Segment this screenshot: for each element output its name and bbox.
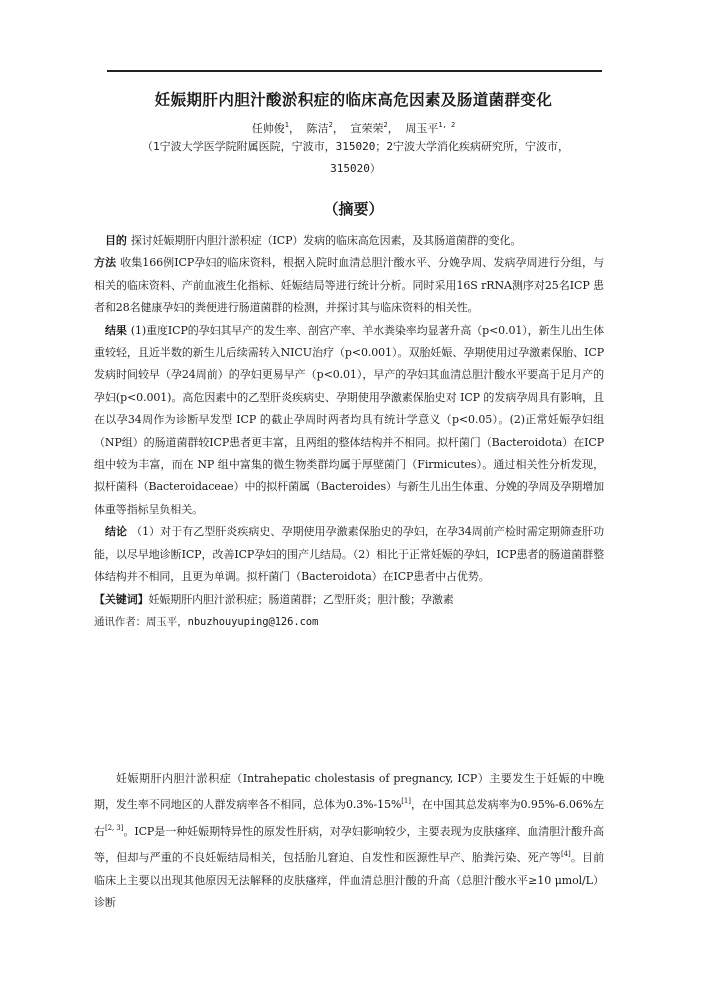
methods-label: 方法 [94,256,117,270]
citation-ref: [1] [401,797,411,806]
abstract-results [94,320,604,522]
affiliations [108,136,603,180]
body-paragraph [94,768,604,914]
citation-ref: [2, 3] [104,823,124,832]
affiliation-line: （1宁波大学医学院附属医院，宁波市，315020；2宁波大学消化疾病研究所，宁波市， [142,140,569,153]
citation-ref: [4] [561,850,571,859]
abstract [94,230,604,633]
author-affil-sup: 1 [284,121,290,129]
author-list: 任帅俊$^1$， 陈洁$^2$， 宣荣荣$^2$， 周玉平$^{1, 2}$ [251,121,456,135]
author-affil-sup: 1, 2 [438,121,456,129]
abstract-objective [94,230,604,252]
conclusion-text: （1）对于有乙型肝炎疾病史、孕期使用孕激素保胎史的孕妇，在孕34周前产检时需定期筛查肝功能，以尽早地诊断ICP，改善ICP孕妇的围产儿结局。（2）相比于正常妊娠的孕妇，ICP患者的肠道菌群整体结构并不相同，且更为单调。拟杆菌门（Bacteroidota）在ICP患者中占优势。 [94,525,604,584]
author-affil-sup: 2 [383,121,388,129]
keywords-text: 妊娠期肝内胆汁淤积症；肠道菌群；乙型肝炎；胆汁酸；孕激素 [148,592,454,606]
author-name: 周玉平 [405,122,439,135]
objective-text: 探讨妊娠期肝内胆汁淤积症（ICP）发病的临床高危因素，及其肠道菌群的变化。 [130,234,522,247]
conclusion-label: 结论 [105,525,128,539]
body-text-segment: ，在中国其总发病率为0.95%-6.06%左右 [94,798,604,838]
results-text: (1)重度ICP的孕妇其早产的发生率、剖宫产率、羊水粪染率均显著升高（p<0.01），新生儿出生体重较轻，且近半数的新生儿后续需转入NICU治疗（p<0.001）。双胎妊娠、孕期使用过孕激素保胎、ICP发病时间较早（孕24周前）的孕妇更易早产（p<0.01），早产的孕妇其血清总胆汁酸水平要高于足月产的孕妇(p<0.001)。高危因素中的乙型肝炎疾病史、孕期使用孕激素保胎史对 ICP 的发病孕周具有影响，且在以孕34周作为诊断早发型 ICP 的截止孕周时两者均具有统计学意义（p<0.05）。(2)正常妊娠孕妇组（NP组）的肠道菌群较ICP患者更丰富，且两组的整体结构并不相同。拟杆菌门（Bacteroidota）在ICP组中较为丰富，而在 NP 组中富集的微生物类群均属于厚壁菌门（Firmicutes）。通过相关性分析发现，拟杆菌科（Bacteroidaceae）中的拟杆菌属（Bacteroides）与新生儿出生体重、分娩的孕周及孕期增加体重等指标呈负相关。 [94,323,604,516]
author-affil-sup: 2 [328,121,333,129]
body-text-segment: 。目前临床上主要以出现其他原因无法解释的皮肤瘙痒，伴血清总胆汁酸的升高（总胆汁酸水平≥10 μmol/L）诊断 [94,851,604,910]
author-name: 宣荣荣 [350,122,384,135]
author-name: 陈洁 [306,122,329,135]
affiliation-line: 315020） [330,162,381,175]
paper-title: 妊娠期肝内胆汁酸淤积症的临床高危因素及肠道菌群变化 [154,91,553,109]
abstract-heading: （摘要） [323,200,384,218]
body-text-segment: 。ICP是一种妊娠期特异性的原发性肝病，对孕妇影响较少，主要表现为皮肤瘙痒、血清胆汁酸升高等，但却与严重的不良妊娠结局相关，包括胎儿窘迫、自发性和医源性早产、胎粪污染、死产等 [94,824,604,865]
results-label: 结果 [105,323,127,337]
objective-label: 目的 [105,234,127,247]
abstract-conclusion [94,521,604,588]
body-text-segment: 妊娠期肝内胆汁淤积症（Intrahepatic cholestasis of pregnancy, ICP）主要发生于妊娠的中晚期，发生率不同地区的人群发病率各不相同，总体为0.3%-15% [94,772,604,812]
keywords-label: 【关键词】 [94,592,149,606]
abstract-methods [94,252,604,319]
correspondence: 通讯作者：周玉平，nbuzhouyuping@126.com [94,615,319,628]
keywords [94,589,604,611]
author-name: 任帅俊 [251,122,285,135]
methods-text: 收集166例ICP孕妇的临床资料，根据入院时血清总胆汁酸水平、分娩孕周、发病孕周进行分组，与相关的临床资料、产前血液生化指标、妊娠结局等进行统计分析。同时采用16S rRNA测序对25名ICP 患者和28名健康孕妇的粪便进行肠道菌群的检测，并探讨其与临床资料的相关性。 [94,256,604,315]
header-rule [107,70,602,72]
